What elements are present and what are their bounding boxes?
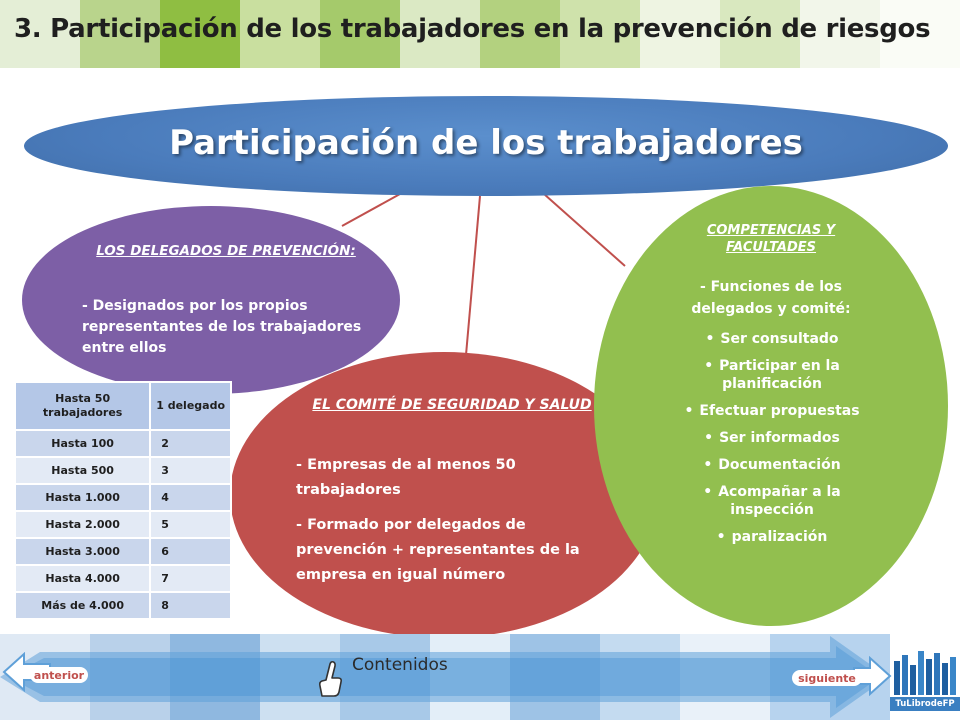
page-title: 3. Participación de los trabajadores en la prevención de riesgos [14, 14, 931, 44]
delegates-table [14, 381, 232, 620]
table-header-row [15, 382, 231, 430]
table-cell: 5 [150, 511, 231, 538]
connector-line-competencias [544, 194, 625, 266]
competencias-list-item: • Ser consultado [666, 330, 878, 348]
table-row [15, 511, 231, 538]
competencias-list [666, 330, 878, 555]
next-button[interactable]: siguiente [792, 670, 862, 686]
main-heading: Participación de los trabajadores [169, 123, 803, 163]
previous-button[interactable]: anterior [30, 667, 88, 683]
table-cell: 8 [150, 592, 231, 619]
table-cell: Más de 4.000 [15, 592, 150, 619]
competencias-list-item: • Ser informados [666, 429, 878, 447]
table-row [15, 484, 231, 511]
table-cell: 4 [150, 484, 231, 511]
table-row [15, 430, 231, 457]
competencias-list-item: • Acompañar a la inspección [666, 483, 878, 519]
competencias-list-item: • paralización [666, 528, 878, 546]
contents-link[interactable]: Contenidos [352, 655, 448, 675]
comite-text-2: - Formado por delegados de prevención + representantes de la empresa en igual número [296, 517, 580, 583]
table-row [15, 538, 231, 565]
logo [890, 647, 960, 720]
delegados-text: - Designados por los propios representantes de los trabajadores entre ellos [82, 298, 362, 356]
logo-text: TuLibrodeFP [890, 697, 960, 711]
main-ellipse [24, 96, 948, 196]
connector-line-delegados [342, 194, 400, 226]
table-cell: Hasta 3.000 [15, 538, 150, 565]
table-cell: 3 [150, 457, 231, 484]
comite-heading: EL COMITÉ DE SEGURIDAD Y SALUD [312, 397, 592, 413]
pointing-hand-icon[interactable] [316, 660, 346, 698]
table-cell: Hasta 4.000 [15, 565, 150, 592]
comite-text-1: - Empresas de al menos 50 trabajadores [296, 457, 516, 498]
table-cell: 2 [150, 430, 231, 457]
table-cell: 6 [150, 538, 231, 565]
competencias-list-item: • Documentación [666, 456, 878, 474]
table-row [15, 565, 231, 592]
table-header-cell: Hasta 50 trabajadores [15, 382, 150, 430]
table-row [15, 457, 231, 484]
table-header-cell: 1 delegado [150, 382, 231, 430]
table-cell: 7 [150, 565, 231, 592]
competencias-list-item: • Efectuar propuestas [666, 402, 878, 420]
table-cell: Hasta 500 [15, 457, 150, 484]
competencias-intro: - Funciones de los delegados y comité: [691, 279, 851, 317]
table-cell: Hasta 1.000 [15, 484, 150, 511]
bookshelf-logo-icon [890, 647, 960, 697]
connector-line-comite [466, 196, 480, 355]
competencias-heading: COMPETENCIAS Y FACULTADES [706, 223, 836, 255]
table-cell: Hasta 100 [15, 430, 150, 457]
competencias-list-item: • Participar en la planificación [666, 357, 878, 393]
delegados-heading: LOS DELEGADOS DE PREVENCIÓN: [96, 243, 356, 259]
table-cell: Hasta 2.000 [15, 511, 150, 538]
table-row [15, 592, 231, 619]
